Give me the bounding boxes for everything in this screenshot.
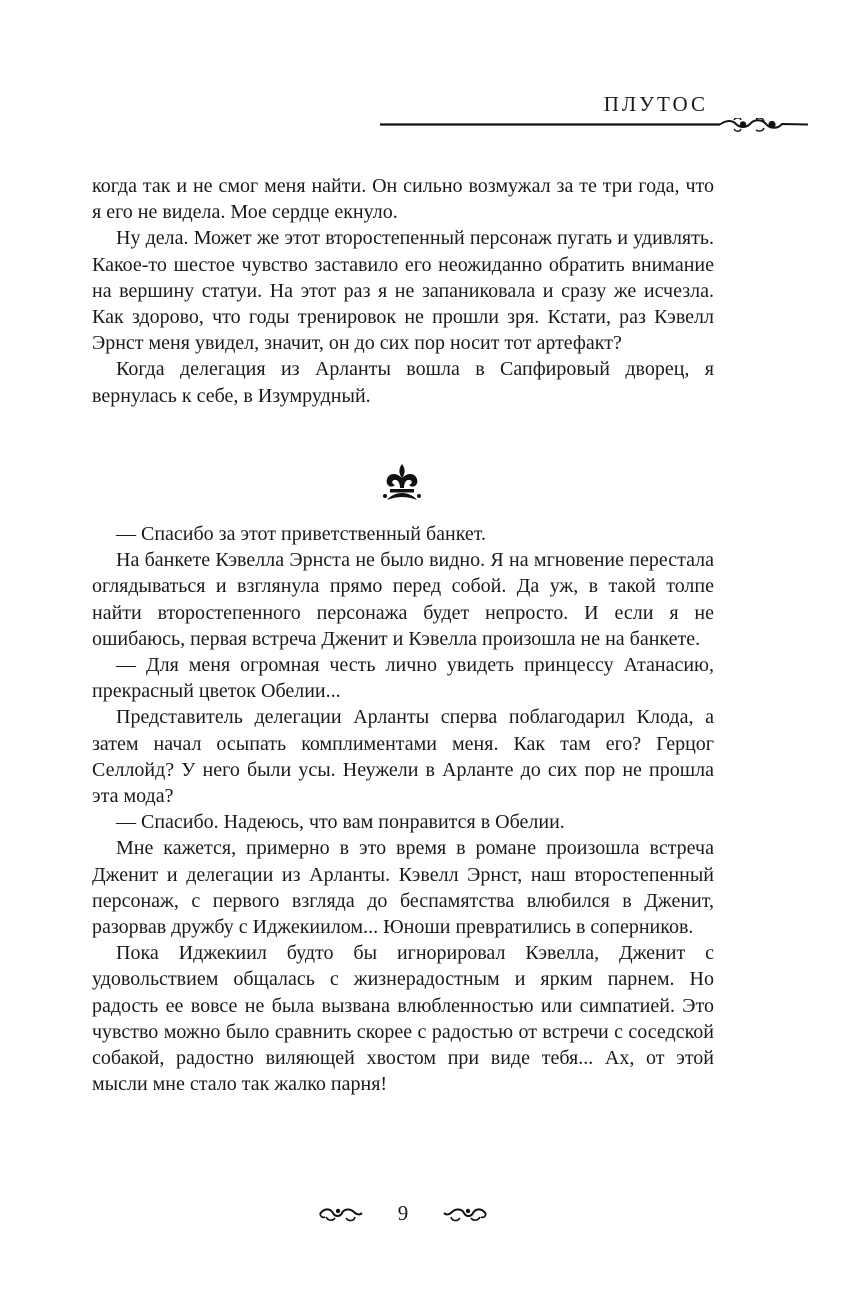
text-block-top <box>92 173 714 409</box>
paragraph: Когда делегация из Арланты вошла в Сапфировый дворец, я вернулась к себе, в Изумрудный. <box>92 358 714 407</box>
paragraph: — Спасибо. Надеюсь, что вам понравится в Обелии. <box>116 811 565 834</box>
vine-flourish-icon <box>380 118 808 132</box>
paragraph: Ну дела. Может же этот второстепенный персонаж пугать и удивлять. Какое-то шестое чувство заставило его неожиданно обратить внимание на вершину статуи. На этот раз я не запаниковала и сразу же исчезла. Как здорово, что годы тренировок не прошли зря. Кстати, раз Кэвелл Эрнст меня увидел, значит, он до сих пор носит тот артефакт? <box>92 227 714 355</box>
paragraph: Мне кажется, примерно в это время в романе произошла встреча Дженит и делегации из Арланты. Кэвелл Эрнст, наш второстепенный персонаж, с первого взгляда до беспамятства влюбился в Дженит, разорвав дружбу с Иджекиилом... Юноши превратились в соперников. <box>92 837 714 939</box>
paragraph: Представитель делегации Арланты сперва поблагодарил Клода, а затем начал осыпать комплиментами меня. Как там его? Герцог Селлойд? У него были усы. Неужели в Арланте до сих пор не прошла эта мода? <box>92 706 714 808</box>
text-block-bottom <box>92 521 714 1097</box>
paragraph: На банкете Кэвелла Эрнста не было видно. Я на мгновение перестала оглядываться и взглянула прямо перед собой. Да уж, в такой толпе найти второстепенного персонажа будет непросто. И если я не ошибаюсь, первая встреча Дженит и Кэвелла произошла не на банкете. <box>92 549 714 650</box>
paragraph: — Спасибо за этот приветственный банкет. <box>116 523 487 545</box>
page-number: 9 <box>397 1201 409 1225</box>
paragraph: Пока Иджекиил будто бы игнорировал Кэвелла, Дженит с удовольствием общалась с жизнерадостным и ярким парнем. Но радость ее вовсе не была вызвана влюбленностью или симпатией. Это чувство можно было сравнить скорее с радостью от встречи с соседской собакой, радостно виляющей хвостом при виде тебя... Ах, от этой мысли мне стало так жалко парня! <box>92 942 714 1096</box>
scroll-flourish-icon <box>442 1204 488 1224</box>
fleur-de-lis-icon <box>381 462 423 502</box>
paragraph: — Для меня огромная честь лично увидеть принцессу Атанасию, прекрасный цветок Обелии... <box>92 654 714 703</box>
header-title: ПЛУТОС <box>603 92 708 116</box>
paragraph: когда так и не смог меня найти. Он сильно возмужал за те три года, что я его не видела. Мое сердце екнуло. <box>92 175 714 224</box>
page-footer <box>318 1200 488 1230</box>
